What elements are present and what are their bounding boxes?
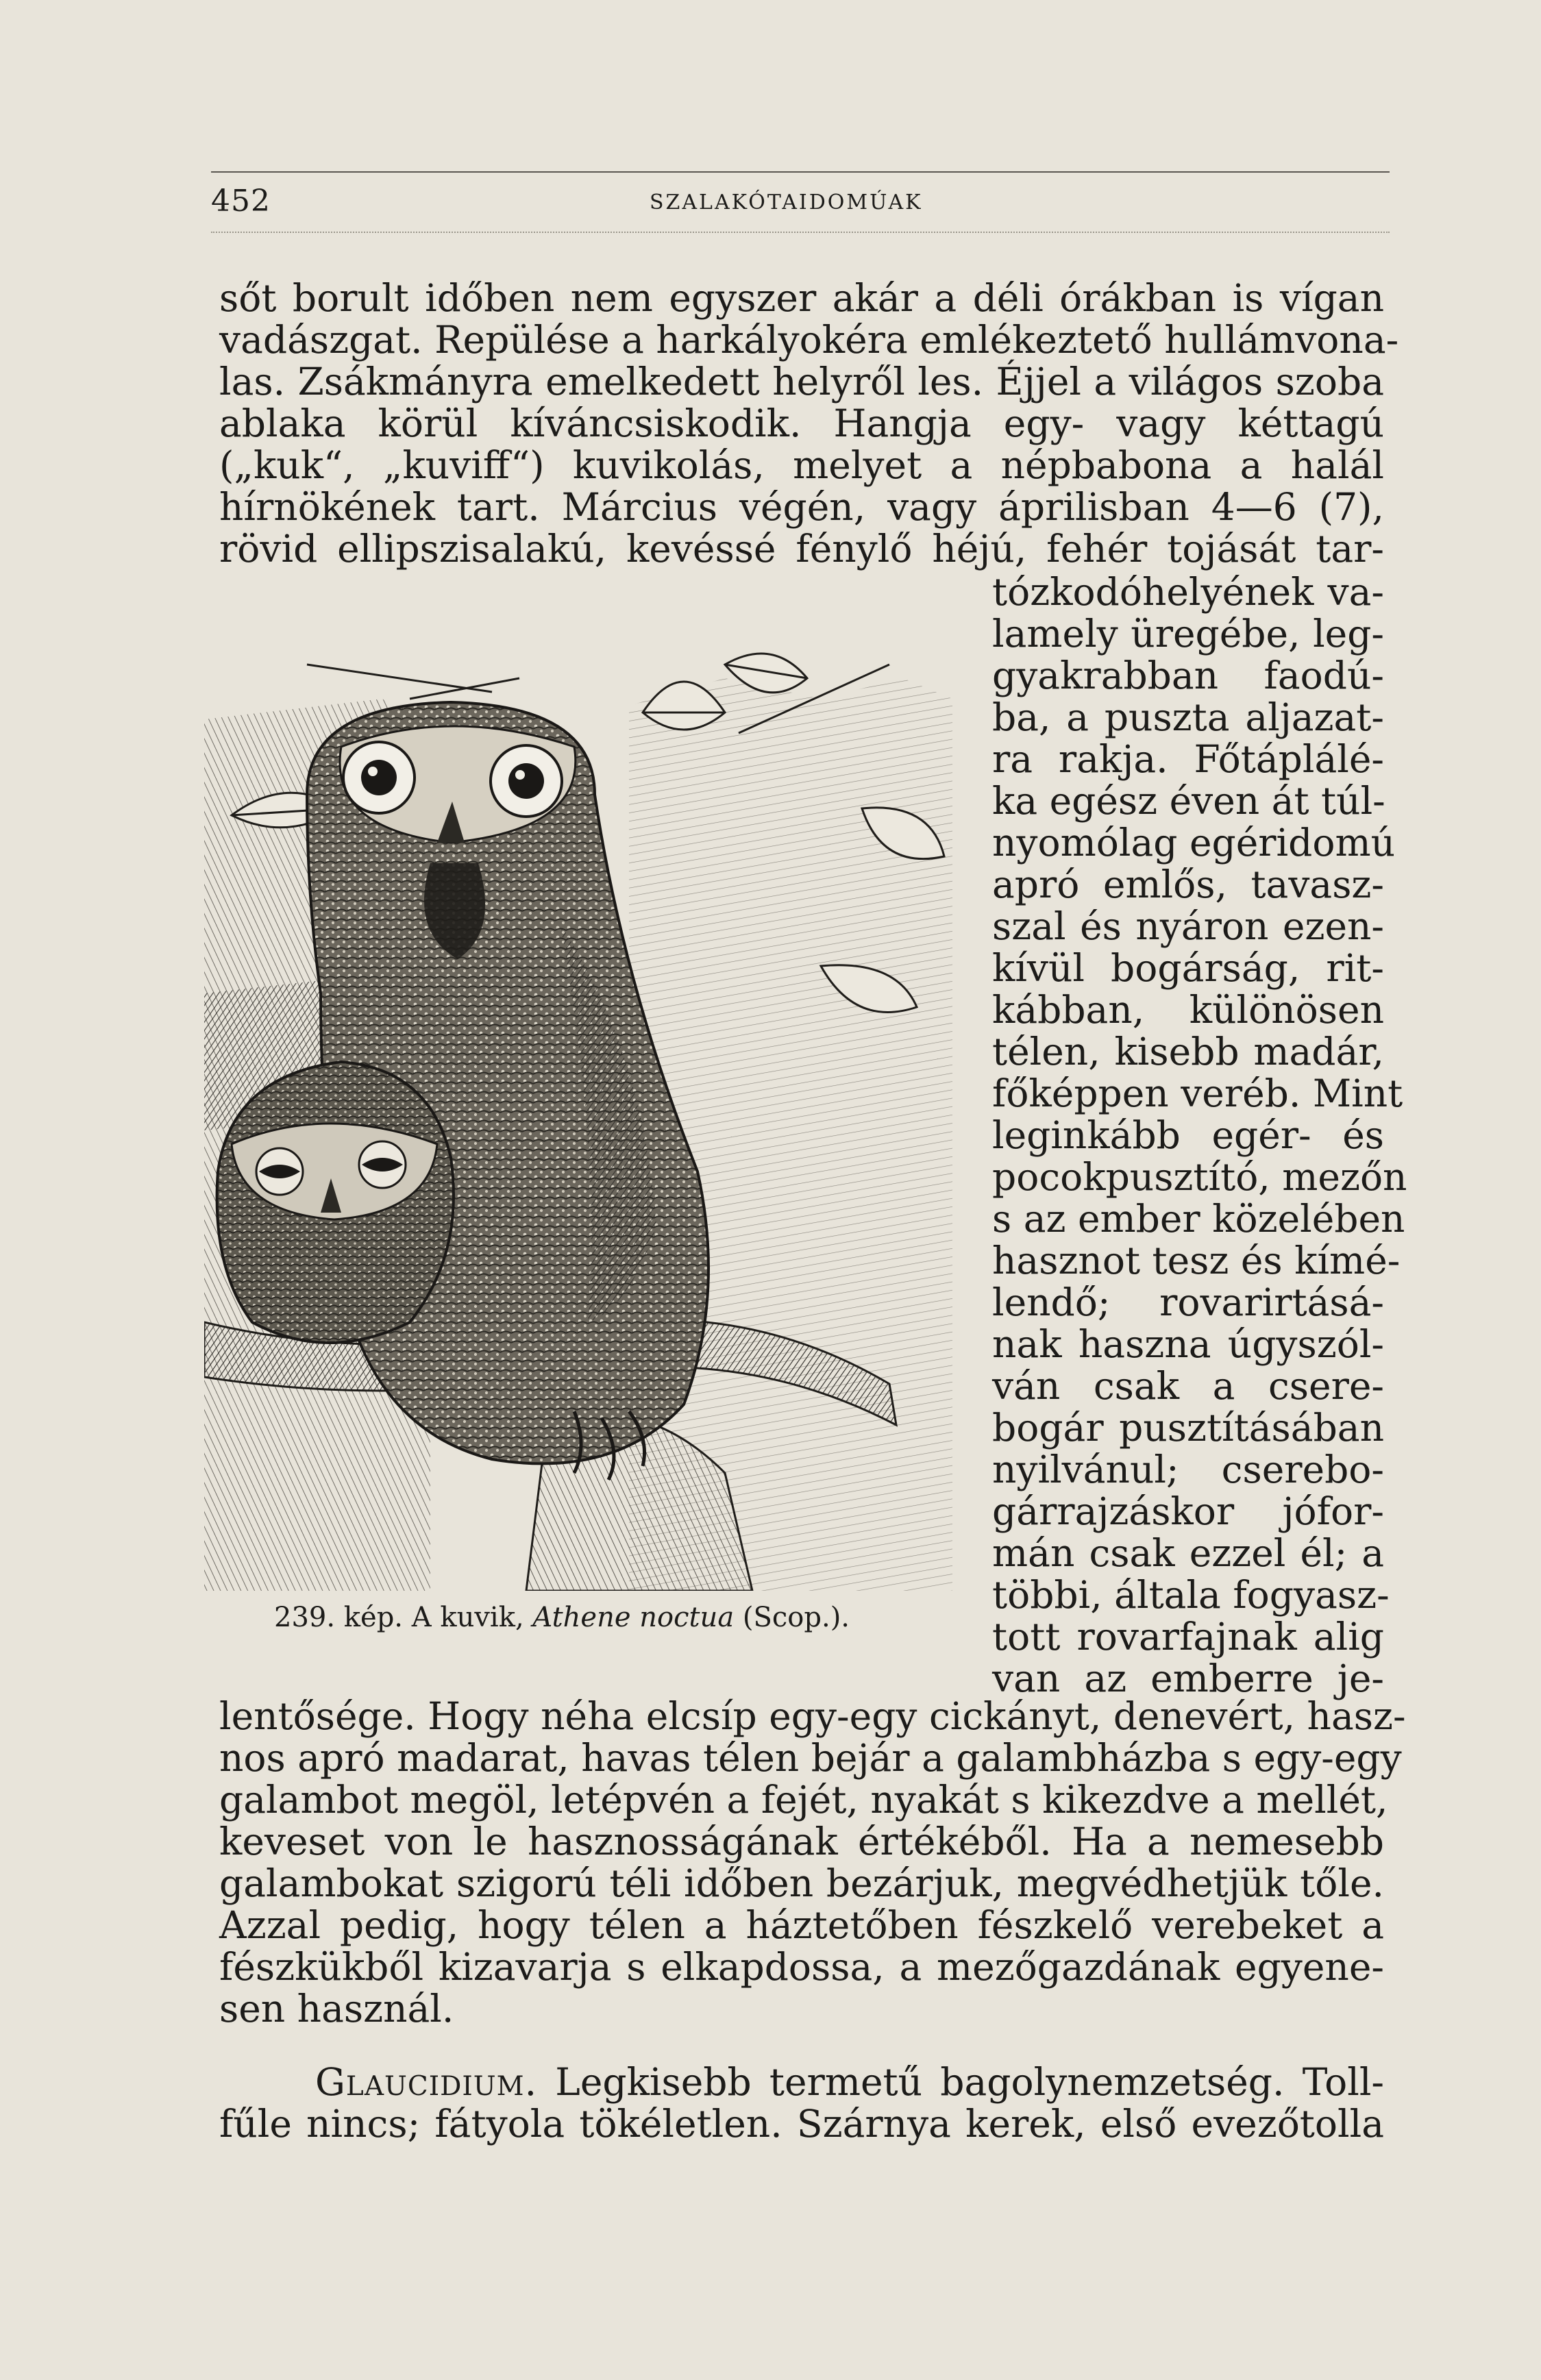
text-line: hasznot tesz és kímé- bbox=[992, 1239, 1401, 1282]
caption-species: Athene noctua bbox=[532, 1602, 735, 1633]
text-line: nyomólag egéridomú bbox=[992, 821, 1396, 865]
text-line: fűle nincs; fátyola tökéletlen. Szárnya kerek, első evezőtolla bbox=[219, 2102, 1384, 2146]
text-line: kábban, különösen bbox=[992, 988, 1384, 1032]
glaucidium-paragraph bbox=[219, 2061, 1384, 2145]
text-line: fészkükből kizavarja s elkapdossa, a mezőgazdának egyene- bbox=[219, 1945, 1384, 1989]
small-owl-left-eye bbox=[256, 1148, 303, 1195]
small-owl-right-eye bbox=[359, 1141, 406, 1188]
large-owl-right-eye bbox=[491, 745, 562, 817]
genus-description: Legkisebb termetű bagolynemzetség. Toll- bbox=[537, 2060, 1384, 2104]
text-line: lentősége. Hogy néha elcsíp egy-egy cickányt, denevért, hasz- bbox=[219, 1694, 1406, 1738]
text-line: tózkodóhelyének va- bbox=[992, 570, 1384, 614]
text-line: mán csak ezzel él; a bbox=[992, 1531, 1384, 1575]
top-paragraph bbox=[219, 276, 1399, 571]
text-line: lamely üregébe, leg- bbox=[992, 612, 1384, 656]
figure-caption bbox=[274, 1602, 850, 1633]
little-owl-illustration bbox=[204, 637, 952, 1591]
side-column-text bbox=[992, 570, 1407, 1700]
text-line: keveset von le hasznosságának értékéből. Ha a nemesebb bbox=[219, 1820, 1384, 1863]
text-line: ván csak a csere- bbox=[992, 1364, 1384, 1408]
text-line: apró emlős, tavasz- bbox=[992, 863, 1384, 906]
text-line: ka egész éven át túl- bbox=[992, 779, 1385, 823]
text-line: („kuk“, „kuviff“) kuvikolás, melyet a népbabona a halál bbox=[219, 443, 1384, 487]
text-line: lendő; rovarirtásá- bbox=[992, 1280, 1384, 1324]
text-line: sőt borult időben nem egyszer akár a déli órákban is vígan bbox=[219, 276, 1384, 320]
text-line: las. Zsákmányra emelkedett helyről les. Éjjel a világos szoba bbox=[219, 360, 1384, 404]
text-line: leginkább egér- és bbox=[992, 1113, 1384, 1157]
text-line: télen, kisebb madár, bbox=[992, 1030, 1384, 1074]
page-number: 452 bbox=[211, 184, 271, 219]
text-line: gyakrabban faodú- bbox=[992, 654, 1384, 697]
running-head: SZALAKÓTAIDOMÚAK bbox=[650, 190, 923, 214]
text-line: bogár pusztításában bbox=[992, 1406, 1384, 1450]
text-line: szal és nyáron ezen- bbox=[992, 904, 1384, 948]
text-line: vadászgat. Repülése a harkályokéra emlékeztető hullámvona- bbox=[219, 318, 1399, 362]
text-line: nos apró madarat, havas télen bejár a galambházba s egy-egy bbox=[219, 1736, 1402, 1780]
text-line: Azzal pedig, hogy télen a háztetőben fészkelő verebeket a bbox=[219, 1903, 1384, 1947]
text-line: galambot megöl, letépvén a fejét, nyakát s kikezdve a mellét, bbox=[219, 1778, 1388, 1822]
large-owl-left-eye bbox=[343, 742, 415, 813]
text-line: s az ember közelében bbox=[992, 1197, 1405, 1241]
text-line: galambokat szigorú téli időben bezárjuk, megvédhetjük tőle. bbox=[219, 1861, 1384, 1905]
text-line: tott rovarfajnak alig bbox=[992, 1615, 1384, 1659]
header-dotted-rule bbox=[211, 232, 1390, 233]
text-line: hírnökének tart. Március végén, vagy áprilisban 4—6 (7), bbox=[219, 485, 1384, 529]
text-line: nak haszna úgyszól- bbox=[992, 1322, 1384, 1366]
caption-suffix: (Scop.). bbox=[734, 1602, 850, 1633]
text-line: ba, a puszta aljazat- bbox=[992, 695, 1384, 739]
text-line: sen használ. bbox=[219, 1987, 454, 2031]
genus-name: Glaucidium. bbox=[315, 2060, 538, 2104]
text-line: kívül bogárság, rit- bbox=[992, 946, 1384, 990]
text-line: ra rakja. Főtáplálé- bbox=[992, 737, 1384, 781]
header-rule bbox=[211, 171, 1390, 173]
text-line: ablaka körül kíváncsiskodik. Hangja egy- vagy kéttagú bbox=[219, 401, 1384, 445]
small-owl bbox=[217, 1062, 454, 1343]
text-line bbox=[219, 2061, 1384, 2103]
bottom-paragraph bbox=[219, 1694, 1406, 2031]
text-line: többi, általa fogyasz- bbox=[992, 1573, 1390, 1617]
text-line: gárrajzáskor jófor- bbox=[992, 1489, 1384, 1533]
text-line: főképpen veréb. Mint bbox=[992, 1071, 1403, 1115]
text-line: nyilvánul; cserebo- bbox=[992, 1448, 1384, 1491]
text-line: van az emberre je- bbox=[992, 1657, 1384, 1700]
text-line: rövid ellipszisalakú, kevéssé fénylő héjú, fehér tojását tar- bbox=[219, 527, 1384, 571]
caption-prefix: 239. kép. A kuvik, bbox=[274, 1602, 533, 1633]
text-line: pocokpusztító, mezőn bbox=[992, 1155, 1407, 1199]
